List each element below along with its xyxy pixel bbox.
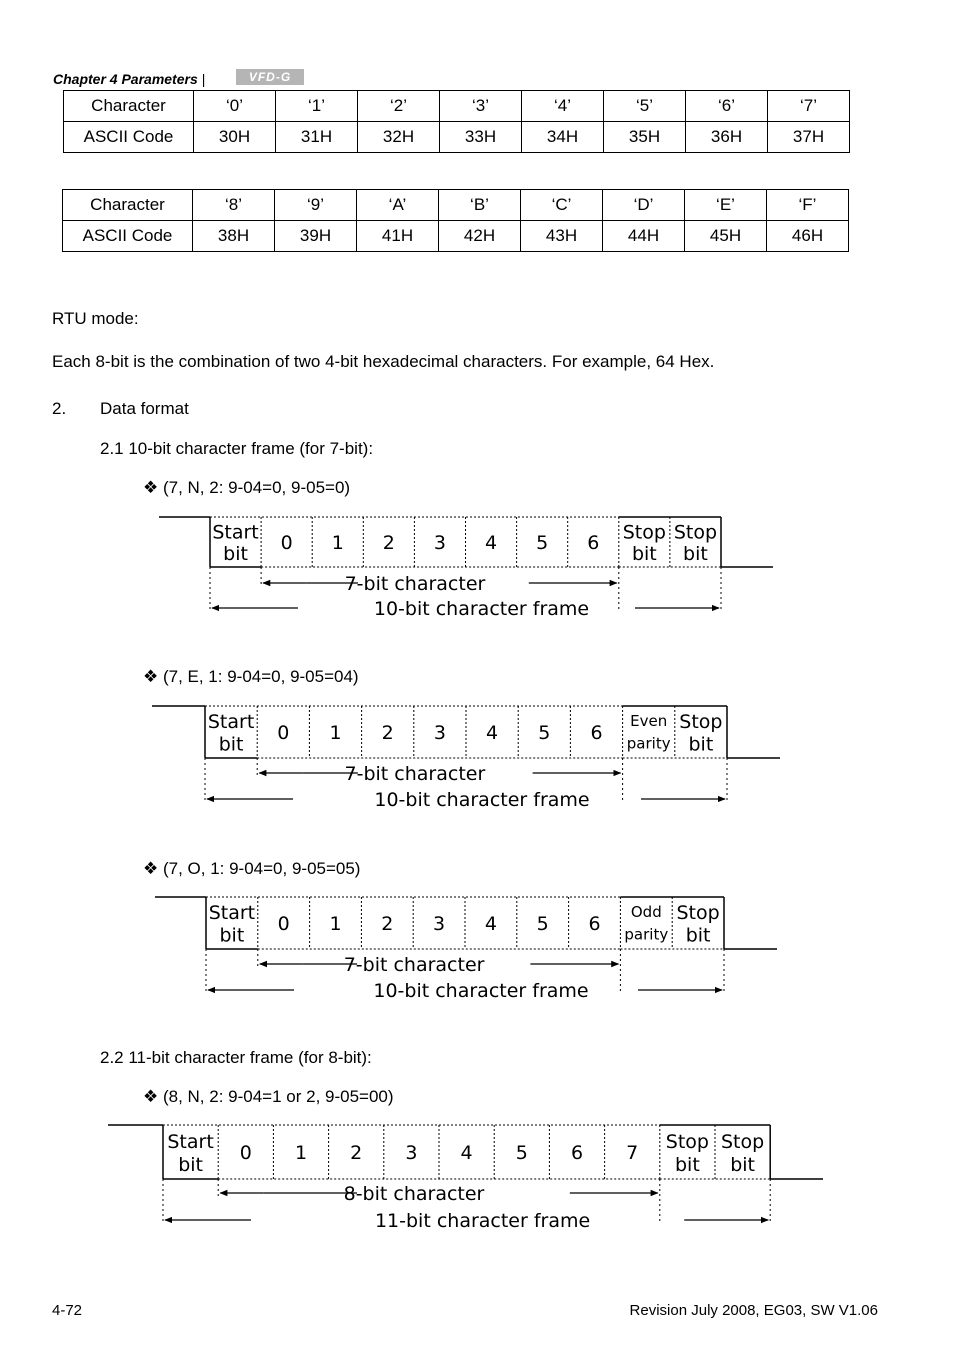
section-title: Data format bbox=[100, 399, 189, 418]
subsection-2-2: 2.2 11-bit character frame (for 8-bit): bbox=[100, 1048, 372, 1067]
frame-cell-text: 2 bbox=[381, 913, 394, 935]
character-cell: ‘3’ bbox=[440, 91, 522, 122]
data-bits-label: 7-bit character bbox=[344, 763, 486, 785]
ascii-code-cell: 46H bbox=[767, 221, 849, 252]
character-cell: ‘C’ bbox=[521, 190, 603, 221]
frame-cell-text: Stop bbox=[622, 521, 666, 544]
frame-cell-text: 7 bbox=[626, 1142, 639, 1164]
character-cell: ‘5’ bbox=[604, 91, 686, 122]
frame-diagram-4 bbox=[108, 1125, 823, 1232]
frame-label-4: ❖ (8, N, 2: 9-04=1 or 2, 9-05=00) bbox=[143, 1087, 394, 1106]
character-cell: ‘D’ bbox=[603, 190, 685, 221]
subsection-2-1: 2.1 10-bit character frame (for 7-bit): bbox=[100, 439, 374, 458]
frame-cell-text: bit bbox=[219, 924, 245, 947]
frame-cell-text: Start bbox=[208, 902, 256, 925]
character-cell: ‘B’ bbox=[439, 190, 521, 221]
frame-cell-text: 5 bbox=[515, 1142, 528, 1164]
character-cell: ‘6’ bbox=[686, 91, 768, 122]
frame-cell-text: parity bbox=[626, 734, 671, 753]
frame-cell-text: Stop bbox=[679, 711, 723, 734]
ascii-code-cell: 43H bbox=[521, 221, 603, 252]
frame-cell-text: 0 bbox=[277, 722, 290, 744]
revision-info: Revision July 2008, EG03, SW V1.06 bbox=[629, 1302, 878, 1319]
frame-diagram-1 bbox=[159, 517, 773, 620]
ascii-code-cell: 37H bbox=[768, 122, 850, 153]
ascii-code-cell: 44H bbox=[603, 221, 685, 252]
frame-cell-text: 5 bbox=[536, 913, 549, 935]
frame-label-1: ❖ (7, N, 2: 9-04=0, 9-05=0) bbox=[143, 478, 351, 497]
frame-cell-text: 4 bbox=[485, 532, 498, 554]
frame-cell-text: bit bbox=[683, 543, 708, 565]
frame-cell-text: 1 bbox=[331, 532, 344, 554]
data-bits-label: 7-bit character bbox=[344, 573, 486, 595]
frame-length-label: 10-bit character frame bbox=[374, 789, 590, 811]
frame-cell-text: 0 bbox=[277, 913, 290, 935]
character-cell: ‘F’ bbox=[767, 190, 849, 221]
character-cell: ‘4’ bbox=[522, 91, 604, 122]
frame-cell-text: Stop bbox=[673, 521, 718, 544]
frame-cell-text: bit bbox=[223, 543, 248, 565]
frame-label-2: ❖ (7, E, 1: 9-04=0, 9-05=04) bbox=[143, 667, 359, 686]
frame-diagram-3 bbox=[155, 897, 777, 1002]
frame-cell-text: bit bbox=[685, 924, 711, 947]
frame-cell-text: 4 bbox=[484, 913, 497, 935]
page-number: 4-72 bbox=[52, 1302, 83, 1319]
ascii-code-cell: 45H bbox=[685, 221, 767, 252]
data-bits-label: 7-bit character bbox=[343, 954, 485, 976]
ascii-code-cell: 38H bbox=[193, 221, 275, 252]
frame-length-label: 10-bit character frame bbox=[373, 980, 589, 1002]
data-bits-label: 8-bit character bbox=[343, 1183, 485, 1205]
section-number: 2. bbox=[52, 399, 67, 418]
frame-cell-text: Stop bbox=[676, 902, 720, 925]
character-cell: ‘0’ bbox=[194, 91, 276, 122]
frame-cell-text: 5 bbox=[538, 722, 551, 744]
ascii-code-cell: 33H bbox=[440, 122, 522, 153]
frame-label-3: ❖ (7, O, 1: 9-04=0, 9-05=05) bbox=[143, 859, 361, 878]
ascii-code-cell: 36H bbox=[686, 122, 768, 153]
character-cell: ‘7’ bbox=[768, 91, 850, 122]
ascii-code-cell: 32H bbox=[358, 122, 440, 153]
frame-cell-text: Stop bbox=[720, 1130, 765, 1153]
frame-cell-text: 4 bbox=[460, 1142, 473, 1164]
row-label: Character bbox=[63, 190, 193, 221]
ascii-code-cell: 35H bbox=[604, 122, 686, 153]
vfd-g-logo: VFD-G bbox=[236, 69, 304, 85]
frame-length-label: 10-bit character frame bbox=[373, 598, 590, 620]
frame-cell-text: 3 bbox=[405, 1142, 418, 1164]
frame-cell-text: Start bbox=[212, 521, 259, 544]
frame-cell-text: 6 bbox=[590, 722, 603, 744]
character-cell: ‘9’ bbox=[275, 190, 357, 221]
character-cell: ‘1’ bbox=[276, 91, 358, 122]
frame-cell-text: Start bbox=[207, 711, 255, 734]
frame-cell-text: 1 bbox=[294, 1142, 308, 1164]
character-cell: ‘2’ bbox=[358, 91, 440, 122]
character-cell: ‘A’ bbox=[357, 190, 439, 221]
frame-diagram-2 bbox=[152, 706, 780, 811]
ascii-code-cell: 34H bbox=[522, 122, 604, 153]
frame-cell-text: parity bbox=[624, 925, 669, 944]
frame-cell-text: bit bbox=[688, 733, 714, 756]
frame-cell-text: 0 bbox=[280, 532, 293, 554]
row-label: ASCII Code bbox=[63, 221, 193, 252]
frame-cell-text: 3 bbox=[433, 532, 446, 554]
frame-cell-text: 6 bbox=[570, 1142, 584, 1164]
frame-cell-text: 5 bbox=[536, 532, 549, 554]
rtu-mode-heading: RTU mode: bbox=[52, 309, 139, 328]
ascii-code-cell: 42H bbox=[439, 221, 521, 252]
frame-cell-text: bit bbox=[675, 1154, 700, 1177]
frame-cell-text: bit bbox=[730, 1154, 755, 1177]
character-cell: ‘E’ bbox=[685, 190, 767, 221]
frame-cell-text: Start bbox=[167, 1130, 214, 1153]
frame-cell-text: 6 bbox=[587, 532, 600, 554]
character-cell: ‘8’ bbox=[193, 190, 275, 221]
frame-cell-text: 2 bbox=[382, 532, 395, 554]
chapter-title: Chapter 4 Parameters bbox=[53, 71, 198, 87]
frame-cell-text: 3 bbox=[433, 722, 446, 744]
frame-cell-text: 6 bbox=[588, 913, 601, 935]
frame-cell-text: bit bbox=[178, 1154, 203, 1177]
ascii-code-cell: 41H bbox=[357, 221, 439, 252]
row-label: Character bbox=[64, 91, 194, 122]
ascii-code-cell: 30H bbox=[194, 122, 276, 153]
row-label: ASCII Code bbox=[64, 122, 194, 153]
frame-cell-text: 2 bbox=[350, 1142, 363, 1164]
frame-cell-text: 2 bbox=[381, 722, 394, 744]
ascii-code-cell: 39H bbox=[275, 221, 357, 252]
frame-cell-text: 3 bbox=[433, 913, 446, 935]
frame-cell-text: bit bbox=[218, 733, 244, 756]
header-divider: | bbox=[201, 71, 206, 87]
frame-cell-text: Stop bbox=[665, 1130, 710, 1153]
frame-cell-text: 1 bbox=[329, 913, 342, 935]
frame-cell-text: 0 bbox=[239, 1142, 252, 1164]
frame-cell-text: 1 bbox=[329, 722, 342, 744]
frame-cell-text: 4 bbox=[486, 722, 499, 744]
rtu-description: Each 8-bit is the combination of two 4-bit hexadecimal characters. For example, 64 Hex. bbox=[52, 352, 715, 371]
ascii-code-cell: 31H bbox=[276, 122, 358, 153]
frame-cell-text: Odd bbox=[630, 903, 662, 922]
frame-length-label: 11-bit character frame bbox=[374, 1210, 591, 1232]
frame-cell-text: bit bbox=[631, 543, 657, 565]
frame-cell-text: Even bbox=[630, 712, 668, 731]
